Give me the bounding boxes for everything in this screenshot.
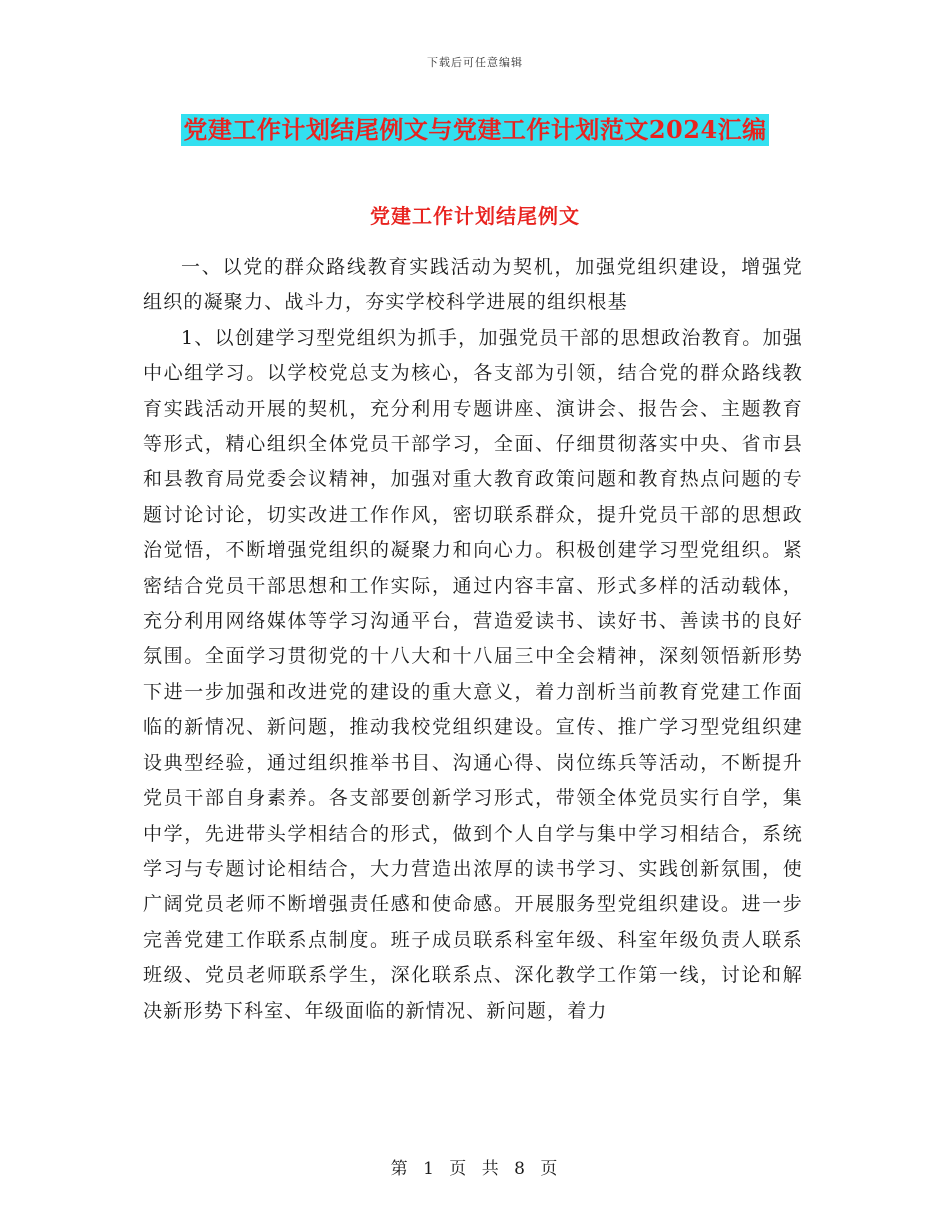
page-header-note: 下载后可任意编辑 (427, 56, 523, 69)
document-title: 党建工作计划结尾例文与党建工作计划范文2024汇编 (183, 115, 767, 144)
paragraph-2: 1、以创建学习型党组织为抓手，加强党员干部的思想政治教育。加强中心组学习。以学校党总支为核心，各支部为引领，结合党的群众路线教育实践活动开展的契机，充分利用专题讲座、演讲会、报告会、主题教育等形式，精心组织全体党员干部学习，全面、仔细贯彻落实中央、省市县和县教育局党委会议精神，加强对重大教育政策问题和教育热点问题的专题讨论讨论，切实改进工作作风，密切联系群众，提升党员干部的思想政治觉悟，不断增强党组织的凝聚力和向心力。积极创建学习型党组织。紧密结合党员干部思想和工作实际，通过内容丰富、形式多样的活动载体，充分利用网络媒体等学习沟通平台，营造爱读书、读好书、善读书的良好氛围。全面学习贯彻党的十八大和十八届三中全会精神，深刻领悟新形势下进一步加强和改进党的建设的重大意义，着力剖析当前教育党建工作面临的新情况、新问题，推动我校党组织建设。宣传、推广学习型党组织建设典型经验，通过组织推举书目、沟通心得、岗位练兵等活动，不断提升党员干部自身素养。各支部要创新学习形式，带领全体党员实行自学，集中学，先进带头学相结合的形式，做到个人自学与集中学习相结合，系统学习与专题讨论相结合，大力营造出浓厚的读书学习、实践创新氛围，使广阔党员老师不断增强责任感和使命感。开展服务型党组织建设。进一步完善党建工作联系点制度。班子成员联系科室年级、科室年级负责人联系班级、党员老师联系学生，深化联系点、深化教学工作第一线，讨论和解决新形势下科室、年级面临的新情况、新问题，着力 (143, 326, 803, 1022)
section-title: 党建工作计划结尾例文 (370, 204, 580, 228)
document-title-container (0, 114, 950, 146)
page-number-footer: 第 1 页 共 8 页 (390, 1159, 560, 1179)
paragraph-1: 一、以党的群众路线教育实践活动为契机，加强党组织建设，增强党组织的凝聚力、战斗力，夯实学校科学进展的组织根基 (143, 256, 803, 314)
document-body (143, 222, 803, 1029)
